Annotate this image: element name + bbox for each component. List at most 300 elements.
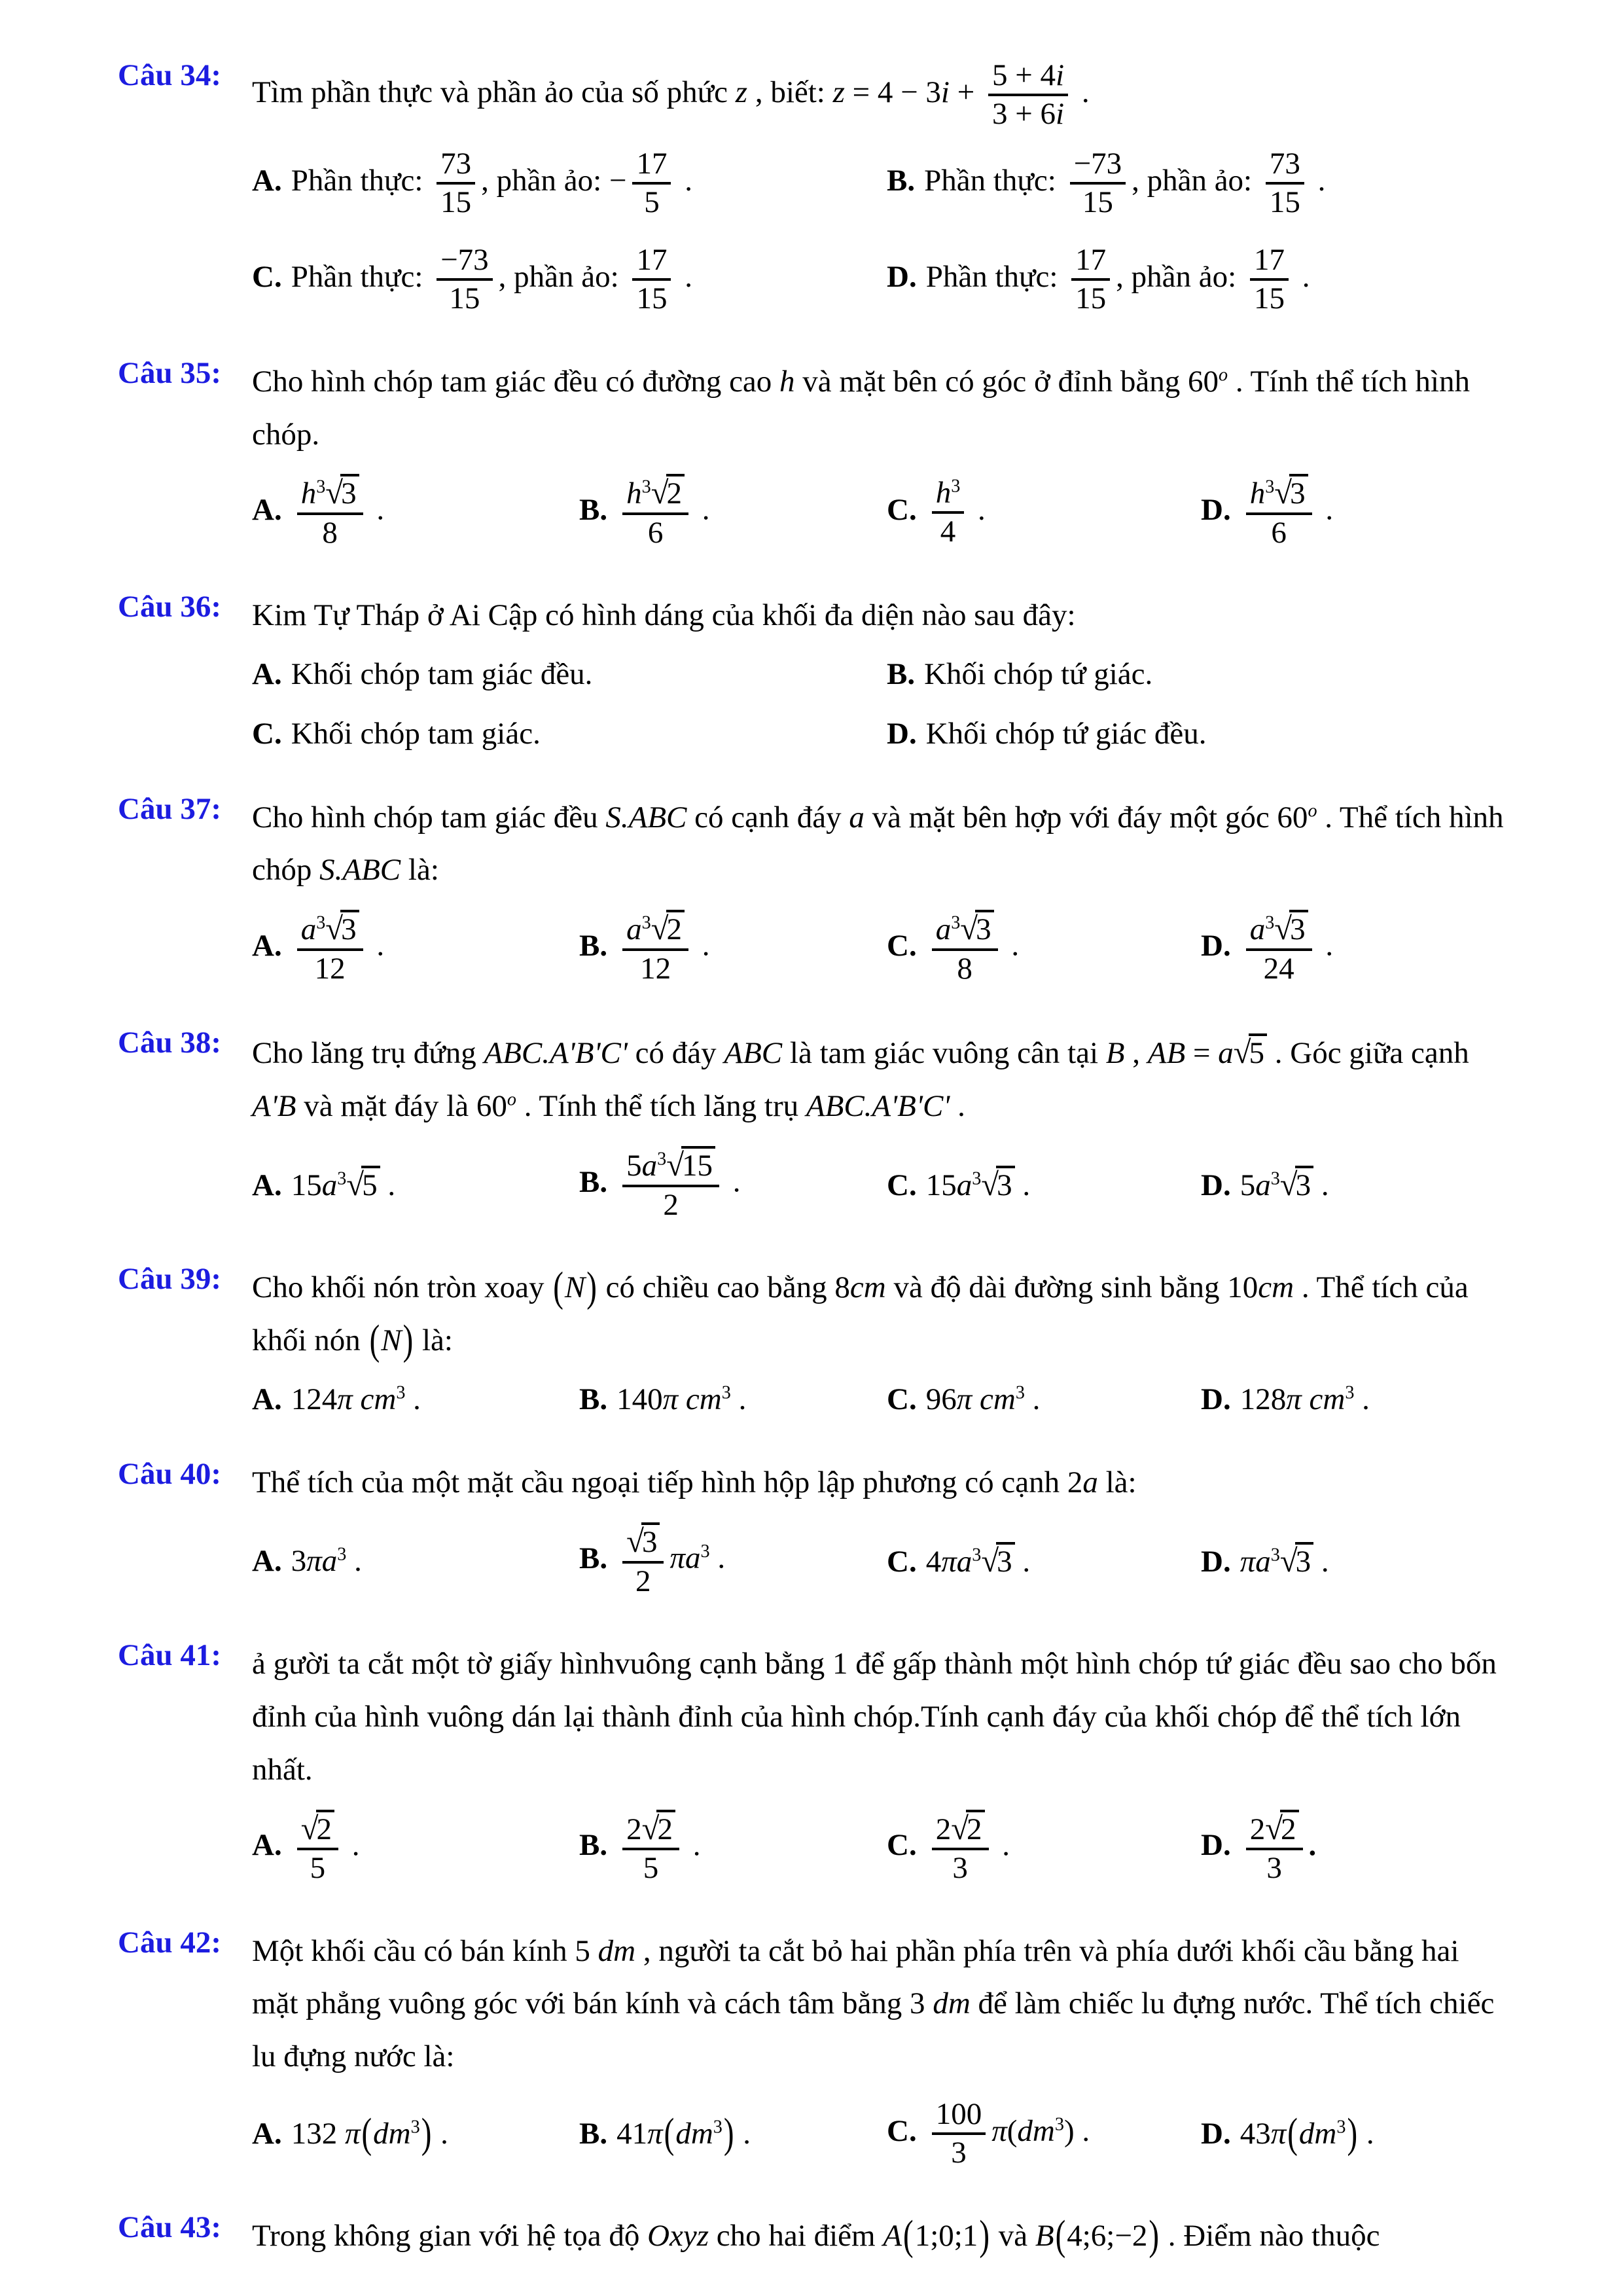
option-cau-41-B bbox=[579, 1810, 887, 1887]
fraction bbox=[932, 2096, 986, 2172]
square-root bbox=[981, 1168, 1014, 1202]
right-paren: ) bbox=[723, 2110, 734, 2157]
text-run: 2 bbox=[1249, 1812, 1266, 1846]
text-run: ( bbox=[1007, 2114, 1018, 2149]
option-cau-42-C bbox=[887, 2096, 1201, 2172]
text-run: Phần thực: bbox=[291, 260, 431, 295]
question-number-label: Câu 35: bbox=[118, 355, 221, 390]
numerator bbox=[632, 242, 671, 278]
denominator bbox=[932, 948, 998, 987]
numerator bbox=[622, 910, 688, 948]
text-run: 3 bbox=[976, 912, 991, 947]
math-variable: π cm bbox=[337, 1382, 397, 1416]
degree-superscript: o bbox=[1219, 365, 1228, 386]
denominator bbox=[622, 948, 688, 987]
text-run: 3 bbox=[1290, 476, 1306, 511]
math-variable: i bbox=[1056, 58, 1065, 92]
numerator bbox=[932, 2096, 986, 2132]
text-run: 3 + 6 bbox=[992, 97, 1056, 132]
question-body bbox=[252, 589, 1512, 753]
math-variable: i bbox=[1056, 97, 1065, 132]
option-letter: C. bbox=[887, 1828, 917, 1863]
math-variable: π cm bbox=[662, 1382, 722, 1416]
math-variable: S.ABC bbox=[319, 853, 401, 888]
radical-sign: √ bbox=[346, 1166, 365, 1203]
option-cau-35-C bbox=[887, 475, 1201, 550]
question-number-label: Câu 38: bbox=[118, 1026, 221, 1060]
square-root bbox=[951, 1812, 984, 1846]
text-run: 96 bbox=[925, 1382, 957, 1416]
radical-sign: √ bbox=[626, 1523, 644, 1560]
text-run: . bbox=[685, 1828, 701, 1863]
numerator bbox=[1266, 146, 1304, 182]
superscript: 3 bbox=[657, 1149, 667, 1170]
fraction bbox=[437, 146, 475, 221]
square-root bbox=[1274, 912, 1308, 946]
text-run: . bbox=[346, 1543, 362, 1578]
radicand bbox=[1289, 474, 1308, 511]
text-run: và mặt đáy là 60 bbox=[296, 1089, 507, 1124]
denominator bbox=[437, 182, 475, 221]
option-cau-37-B bbox=[579, 910, 887, 987]
radicand bbox=[316, 1810, 335, 1846]
math-variable: a bbox=[641, 1149, 658, 1183]
text-run: 5 bbox=[310, 1851, 326, 1886]
text-run: và độ dài đường sinh bằng 10 bbox=[885, 1270, 1258, 1304]
numerator bbox=[1070, 146, 1126, 182]
left-paren: ( bbox=[1287, 2110, 1298, 2157]
option-cau-39-D bbox=[1201, 1380, 1512, 1419]
superscript: 3 bbox=[1270, 1168, 1280, 1189]
paren-content bbox=[565, 1270, 585, 1304]
superscript: 3 bbox=[713, 2117, 722, 2138]
radicand bbox=[666, 474, 685, 511]
text-run: 3 bbox=[341, 912, 357, 947]
radicand bbox=[975, 910, 994, 946]
right-paren: ) bbox=[979, 2212, 990, 2259]
question-body bbox=[252, 2210, 1512, 2263]
option-letter: B. bbox=[579, 929, 608, 963]
text-run: 41 bbox=[616, 2117, 648, 2151]
text-run: . bbox=[1014, 1545, 1031, 1579]
square-root bbox=[1265, 1812, 1298, 1846]
radicand bbox=[996, 1542, 1015, 1579]
text-run: 4 bbox=[925, 1545, 942, 1579]
question-body bbox=[252, 791, 1512, 988]
math-variable: π bbox=[344, 2117, 361, 2151]
text-run: 5 + 4 bbox=[992, 58, 1056, 92]
text-run: . Điểm nào thuộc bbox=[1160, 2218, 1380, 2253]
text-run: . bbox=[694, 929, 710, 963]
math-variable: π cm bbox=[956, 1382, 1016, 1416]
fraction bbox=[622, 1146, 719, 1223]
numerator bbox=[297, 910, 363, 948]
math-variable: B bbox=[1035, 2218, 1054, 2253]
text-run: 73 bbox=[1269, 146, 1300, 181]
denominator bbox=[1070, 182, 1126, 221]
option-cau-34-C bbox=[252, 242, 887, 317]
parenthesized-group bbox=[361, 2110, 433, 2157]
superscript: 3 bbox=[1015, 1382, 1025, 1403]
square-root bbox=[642, 1812, 675, 1846]
math-variable: AB bbox=[1147, 1036, 1186, 1071]
parenthesized-group bbox=[368, 1316, 415, 1364]
radical-sign: √ bbox=[1279, 1543, 1298, 1579]
square-root bbox=[651, 476, 685, 511]
bold-text: . bbox=[1308, 1828, 1317, 1863]
text-run: 3 bbox=[1295, 1545, 1311, 1579]
math-variable: πa bbox=[941, 1545, 972, 1579]
question-stem bbox=[252, 1456, 1512, 1509]
text-run: 3 bbox=[641, 1525, 658, 1560]
text-run: 3 bbox=[951, 2136, 967, 2170]
text-run: . bbox=[970, 493, 986, 528]
question-cau-35 bbox=[118, 355, 1512, 552]
question-number-label: Câu 37: bbox=[118, 791, 221, 826]
option-cau-34-A bbox=[252, 146, 887, 221]
text-run: 5 bbox=[1240, 1168, 1256, 1203]
radicand bbox=[656, 1810, 675, 1846]
text-run: 1;0;1 bbox=[914, 2218, 978, 2253]
math-variable: a bbox=[1249, 912, 1266, 947]
text-run: 140 bbox=[616, 1382, 663, 1416]
text-run: . bbox=[1024, 1382, 1041, 1416]
radical-sign: √ bbox=[1279, 1166, 1298, 1203]
question-body bbox=[252, 1925, 1512, 2172]
numerator bbox=[1246, 474, 1312, 512]
text-run: . bbox=[380, 1168, 396, 1203]
fraction bbox=[1250, 242, 1289, 317]
square-root bbox=[301, 1812, 334, 1846]
text-run: Cho khối nón tròn xoay bbox=[252, 1270, 552, 1304]
text-run: + bbox=[949, 75, 982, 110]
question-stem bbox=[252, 58, 1512, 133]
option-cau-36-D bbox=[887, 715, 1512, 753]
text-run: Phần thực: bbox=[925, 260, 1066, 295]
option-letter: D. bbox=[887, 716, 917, 751]
radicand bbox=[1295, 1166, 1314, 1202]
text-run: để làm chiếc lu đựng nước. Thể tích chiếc lu đựng nước là: bbox=[252, 1986, 1495, 2074]
text-run: = 4 − 3 bbox=[844, 75, 941, 110]
denominator bbox=[632, 182, 671, 221]
option-letter: A. bbox=[252, 657, 282, 692]
superscript: 3 bbox=[641, 476, 651, 497]
question-number-label: Câu 40: bbox=[118, 1457, 221, 1492]
question-cau-37 bbox=[118, 791, 1512, 988]
text-run: Khối chóp tứ giác đều. bbox=[925, 716, 1207, 751]
radicand bbox=[996, 1166, 1015, 1202]
paren-content bbox=[1299, 2117, 1346, 2151]
text-run: 3 bbox=[952, 1851, 968, 1886]
square-root bbox=[651, 912, 685, 946]
answer-options bbox=[252, 2096, 1512, 2172]
math-variable: Oxyz bbox=[647, 2218, 709, 2253]
option-cau-39-C bbox=[887, 1380, 1201, 1419]
text-run: . bbox=[677, 260, 692, 295]
text-run: . bbox=[1359, 2117, 1374, 2151]
math-variable: h bbox=[1249, 476, 1266, 511]
radical-sign: √ bbox=[1274, 475, 1293, 511]
radical-sign: √ bbox=[981, 1543, 999, 1579]
square-root bbox=[981, 1545, 1014, 1579]
text-run: 2 bbox=[316, 1812, 332, 1846]
text-run: . bbox=[1074, 75, 1090, 110]
answer-options bbox=[252, 146, 1512, 317]
text-run: 2 bbox=[666, 476, 683, 511]
denominator bbox=[622, 1561, 664, 1600]
option-letter: C. bbox=[887, 2114, 917, 2149]
text-run: 15 bbox=[636, 281, 668, 316]
radicand bbox=[340, 910, 359, 946]
radical-sign: √ bbox=[666, 1147, 685, 1183]
superscript: 3 bbox=[641, 912, 651, 933]
text-run: 3 bbox=[1290, 912, 1306, 947]
numerator bbox=[932, 475, 965, 511]
question-cau-38 bbox=[118, 1025, 1512, 1223]
superscript: 3 bbox=[972, 1545, 982, 1566]
text-run: = bbox=[1185, 1036, 1219, 1071]
fraction bbox=[297, 474, 363, 551]
text-run: , biết: bbox=[747, 75, 833, 110]
radicand bbox=[641, 1522, 660, 1559]
option-letter: A. bbox=[252, 929, 282, 963]
math-variable: cm bbox=[1258, 1270, 1294, 1304]
math-variable: A'B bbox=[252, 1089, 296, 1124]
option-cau-37-D bbox=[1201, 910, 1512, 987]
text-run: 43 bbox=[1240, 2117, 1271, 2151]
option-letter: C. bbox=[887, 929, 917, 963]
option-cau-35-B bbox=[579, 474, 887, 551]
math-variable: N bbox=[381, 1323, 402, 1357]
text-run: 15 bbox=[925, 1168, 957, 1203]
text-run: , bbox=[1124, 1036, 1148, 1071]
text-run: có chiều cao bằng 8 bbox=[597, 1270, 850, 1304]
math-variable: ABC.A'B'C' bbox=[484, 1036, 628, 1071]
degree-superscript: o bbox=[507, 1089, 516, 1110]
superscript: 3 bbox=[396, 1382, 406, 1403]
square-root bbox=[960, 912, 993, 946]
numerator bbox=[988, 58, 1068, 94]
paren-content bbox=[1067, 2219, 1147, 2253]
text-run: . bbox=[344, 1828, 360, 1863]
denominator bbox=[1246, 512, 1312, 551]
text-run: 5 bbox=[1249, 1036, 1265, 1071]
text-run: . bbox=[709, 1541, 726, 1575]
fraction bbox=[988, 58, 1068, 133]
text-run: . bbox=[994, 1828, 1010, 1863]
right-paren: ) bbox=[1149, 2212, 1159, 2259]
option-cau-37-A bbox=[252, 910, 579, 987]
text-run: là: bbox=[414, 1323, 453, 1357]
question-stem bbox=[252, 2210, 1512, 2263]
fraction bbox=[297, 1810, 338, 1887]
square-root bbox=[325, 476, 359, 511]
text-run: ) . bbox=[1063, 2114, 1090, 2149]
option-cau-40-D bbox=[1201, 1541, 1512, 1581]
radicand bbox=[340, 474, 359, 511]
option-letter: A. bbox=[252, 493, 282, 528]
superscript: 3 bbox=[721, 1382, 731, 1403]
denominator bbox=[1071, 278, 1110, 317]
text-run: 5 bbox=[643, 1851, 659, 1886]
question-stem bbox=[252, 589, 1512, 642]
text-run: Khối chóp tam giác. bbox=[291, 716, 541, 751]
radical-sign: √ bbox=[1274, 910, 1293, 947]
square-root bbox=[626, 1525, 660, 1559]
superscript: 3 bbox=[1345, 1382, 1355, 1403]
text-run: Một khối cầu có bán kính 5 bbox=[252, 1933, 598, 1968]
denominator bbox=[622, 512, 688, 551]
denominator bbox=[632, 278, 671, 317]
math-variable: a bbox=[1082, 1465, 1098, 1500]
text-run: 15 bbox=[291, 1168, 322, 1203]
question-cau-36 bbox=[118, 589, 1512, 753]
math-variable: cm bbox=[849, 1270, 886, 1304]
text-run: 5 bbox=[644, 185, 660, 220]
math-variable: a bbox=[321, 1168, 338, 1203]
text-run: . bbox=[433, 2117, 448, 2151]
numerator bbox=[622, 474, 688, 512]
option-letter: D. bbox=[1201, 493, 1231, 528]
left-paren: ( bbox=[361, 2110, 372, 2157]
math-variable: a bbox=[956, 1168, 972, 1203]
square-root bbox=[1280, 1168, 1313, 1202]
option-letter: B. bbox=[579, 2117, 608, 2151]
text-run: , phần ảo: bbox=[1132, 164, 1260, 198]
math-variable: h bbox=[779, 364, 795, 399]
numerator bbox=[1250, 242, 1289, 278]
question-number-label: Câu 36: bbox=[118, 590, 221, 624]
radicand bbox=[1289, 910, 1308, 946]
text-run: 3 bbox=[341, 476, 357, 511]
numerator bbox=[622, 1146, 719, 1184]
denominator bbox=[297, 1848, 338, 1886]
text-run: 6 bbox=[647, 515, 664, 550]
math-variable: πa bbox=[669, 1541, 701, 1575]
text-run: 15 bbox=[1269, 185, 1300, 220]
fraction bbox=[622, 474, 688, 551]
question-cau-41 bbox=[118, 1638, 1512, 1886]
question-body bbox=[252, 58, 1512, 317]
question-number-label: Câu 34: bbox=[118, 58, 221, 92]
question-body bbox=[252, 1261, 1512, 1418]
numerator bbox=[622, 1810, 679, 1848]
text-run: 100 bbox=[935, 2096, 982, 2131]
math-variable: B bbox=[1105, 1036, 1125, 1071]
option-letter: C. bbox=[252, 260, 282, 295]
math-variable: a bbox=[1255, 1168, 1271, 1203]
option-cau-42-D bbox=[1201, 2110, 1512, 2157]
fraction bbox=[1070, 146, 1126, 221]
math-variable: N bbox=[564, 1270, 586, 1304]
text-run: , phần ảo: − bbox=[481, 164, 627, 198]
numerator bbox=[622, 1522, 664, 1560]
math-variable: a bbox=[300, 912, 317, 947]
text-run: và mặt bên có góc ở đỉnh bằng 60 bbox=[794, 364, 1219, 399]
text-run: 12 bbox=[640, 951, 671, 986]
option-cau-41-C bbox=[887, 1810, 1201, 1887]
denominator bbox=[1250, 278, 1289, 317]
superscript: 3 bbox=[951, 476, 961, 497]
option-letter: C. bbox=[887, 1545, 917, 1579]
text-run: 3 bbox=[291, 1543, 307, 1578]
superscript: 3 bbox=[1336, 2117, 1346, 2138]
option-letter: C. bbox=[887, 1168, 917, 1203]
math-variable: A bbox=[883, 2218, 902, 2253]
option-cau-41-D bbox=[1201, 1810, 1512, 1887]
text-run: 15 bbox=[1253, 281, 1285, 316]
radicand bbox=[1295, 1542, 1314, 1579]
math-variable: dm bbox=[675, 2117, 713, 2151]
denominator bbox=[297, 512, 363, 551]
option-letter: B. bbox=[579, 493, 608, 528]
paren-content bbox=[675, 2117, 722, 2151]
option-cau-40-A bbox=[252, 1542, 579, 1581]
math-variable: z bbox=[832, 75, 845, 110]
text-run: 2 bbox=[967, 1812, 982, 1846]
option-letter: A. bbox=[252, 1543, 282, 1578]
text-run: . bbox=[368, 493, 385, 528]
answer-options bbox=[252, 1522, 1512, 1600]
text-run: Phần thực: bbox=[291, 164, 431, 198]
numerator bbox=[1071, 242, 1110, 278]
math-variable: h bbox=[300, 476, 317, 511]
math-variable: a bbox=[626, 912, 642, 947]
text-run: 17 bbox=[636, 146, 668, 181]
text-run: 4;6;−2 bbox=[1067, 2218, 1148, 2253]
text-run: . bbox=[1310, 164, 1326, 198]
numerator bbox=[437, 242, 493, 278]
text-run: 15 bbox=[682, 1149, 713, 1183]
text-run: . Thể tích của khối nón bbox=[252, 1270, 1469, 1357]
superscript: 3 bbox=[1265, 476, 1275, 497]
text-run: . bbox=[1354, 1382, 1370, 1416]
question-stem bbox=[252, 1261, 1512, 1367]
radical-sign: √ bbox=[325, 910, 344, 947]
text-run: 8 bbox=[322, 515, 338, 550]
text-run: . Tính thể tích lăng trụ bbox=[516, 1089, 806, 1124]
math-variable: πa bbox=[306, 1543, 338, 1578]
text-run: và bbox=[990, 2218, 1035, 2253]
option-cau-35-A bbox=[252, 474, 579, 551]
question-stem bbox=[252, 1638, 1512, 1796]
option-letter: C. bbox=[887, 493, 917, 528]
text-run: Phần thực: bbox=[924, 164, 1064, 198]
superscript: 3 bbox=[1054, 2114, 1064, 2135]
question-number-label: Câu 42: bbox=[118, 1925, 221, 1960]
text-run: 8 bbox=[957, 951, 972, 986]
radicand bbox=[1280, 1810, 1299, 1846]
text-run: Cho hình chóp tam giác đều bbox=[252, 800, 606, 834]
radical-sign: √ bbox=[300, 1810, 319, 1846]
text-run: 15 bbox=[1075, 281, 1107, 316]
parenthesized-group bbox=[663, 2110, 736, 2157]
superscript: 3 bbox=[316, 912, 326, 933]
text-run: ả gười ta cắt một tờ giấy hìnhvuông cạnh bằng 1 để gấp thành một hình chóp tứ giác đều sao cho bốn đỉnh của hình vuông dán lại thành đỉnh của hình chóp.Tính cạnh đáy của khối chóp để thể tích lớn nhất. bbox=[252, 1647, 1497, 1787]
fraction bbox=[932, 1810, 989, 1887]
parenthesized-group bbox=[902, 2212, 991, 2259]
square-root bbox=[1280, 1545, 1313, 1579]
option-letter: B. bbox=[579, 1164, 608, 1199]
text-run: 3 bbox=[997, 1545, 1012, 1579]
fraction bbox=[632, 146, 671, 221]
math-variable: h bbox=[626, 476, 642, 511]
option-cau-40-C bbox=[887, 1541, 1201, 1581]
superscript: 3 bbox=[410, 2117, 420, 2138]
fraction bbox=[622, 910, 688, 987]
superscript: 3 bbox=[951, 912, 961, 933]
superscript: 3 bbox=[700, 1541, 710, 1562]
